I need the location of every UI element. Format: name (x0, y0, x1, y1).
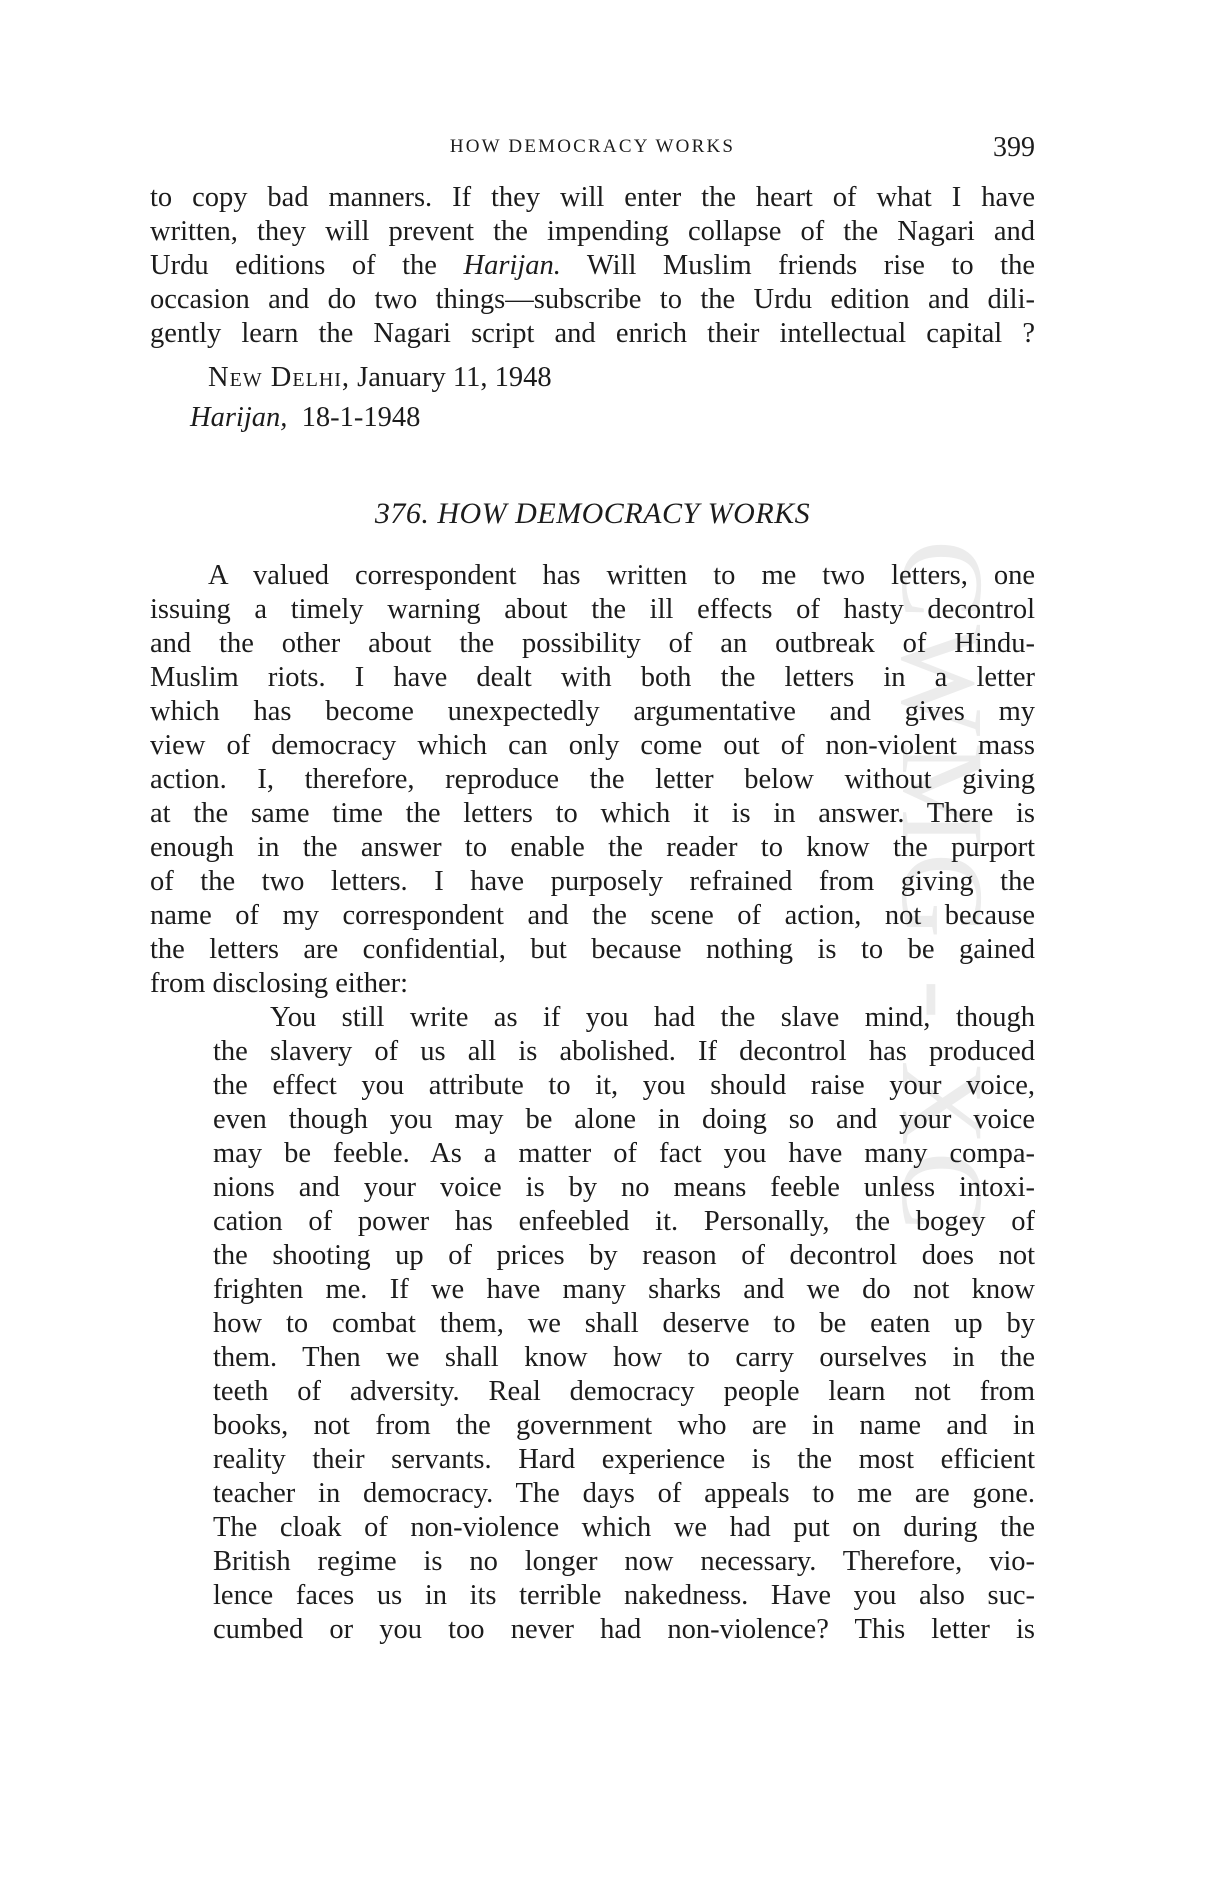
paragraph-line: and the other about the possibility of an outbreak of Hindu- (150, 628, 1035, 659)
continuation-line: to copy bad manners. If they will enter the heart of what I have (150, 182, 1035, 213)
quote-line: them. Then we shall know how to carry ourselves in the (213, 1342, 1035, 1373)
quote-line: even though you may be alone in doing so and your voice (213, 1104, 1035, 1135)
paragraph-line: at the same time the letters to which it is in answer. There is (150, 798, 1035, 829)
running-head-title: HOW DEMOCRACY WORKS (449, 136, 736, 157)
harijan-italic: Harijan. (463, 250, 561, 281)
paragraph-line: the letters are confidential, but because nothing is to be gained (150, 934, 1035, 965)
quote-line: teacher in democracy. The days of appeals to me are gone. (213, 1478, 1035, 1509)
paragraph-line: from disclosing either: (150, 968, 409, 999)
quote-line: how to combat them, we shall deserve to be eaten up by (213, 1308, 1035, 1339)
quote-line: the shooting up of prices by reason of decontrol does not (213, 1240, 1035, 1271)
continuation-line: written, they will prevent the impending collapse of the Nagari and (150, 216, 1035, 247)
paragraph-line: issuing a timely warning about the ill effects of hasty decontrol (150, 594, 1035, 625)
continuation-text: Will Muslim friends rise to the (560, 250, 1035, 281)
article-heading: 376. HOW DEMOCRACY WORKS (374, 497, 811, 530)
quote-line: cumbed or you too never had non-violence? This letter is (213, 1614, 1035, 1645)
quote-line: The cloak of non-violence which we had put on during the (213, 1512, 1035, 1543)
continuation-text: Urdu editions of the (150, 250, 464, 281)
dateline-place: New Delhi, (208, 362, 351, 393)
quote-line: lence faces us in its terrible nakedness. Have you also suc- (213, 1580, 1035, 1611)
continuation-line: gently learn the Nagari script and enrich their intellectual capital ? (150, 318, 1035, 349)
quote-line: teeth of adversity. Real democracy people learn not from (213, 1376, 1035, 1407)
quote-line: cation of power has enfeebled it. Personally, the bogey of (213, 1206, 1035, 1237)
source-date: 18-1-1948 (301, 402, 421, 433)
paragraph-line: Muslim riots. I have dealt with both the letters in a letter (150, 662, 1035, 693)
quote-line: You still write as if you had the slave mind, though (270, 1002, 1035, 1033)
page-number: 399 (993, 132, 1035, 163)
continuation-line (150, 249, 1035, 283)
quote-line: frighten me. If we have many sharks and we do not know (213, 1274, 1035, 1305)
source-citation (190, 401, 420, 435)
quote-line: may be feeble. As a matter of fact you have many compa- (213, 1138, 1035, 1169)
quote-line: nions and your voice is by no means feeble unless intoxi- (213, 1172, 1035, 1203)
dateline-date: January 11, 1948 (357, 362, 552, 393)
continuation-line: occasion and do two things—subscribe to the Urdu edition and dili- (150, 284, 1035, 315)
quote-line: books, not from the government who are in name and in (213, 1410, 1035, 1441)
quote-line: British regime is no longer now necessary. Therefore, vio- (213, 1546, 1035, 1577)
paragraph-line: of the two letters. I have purposely refrained from giving the (150, 866, 1035, 897)
watermark (877, 540, 1011, 1237)
paragraph-line: name of my correspondent and the scene of action, not because (150, 900, 1035, 931)
quote-line: the effect you attribute to it, you should raise your voice, (213, 1070, 1035, 1101)
source-publication: Harijan, (190, 402, 288, 433)
quote-line: reality their servants. Hard experience is the most efficient (213, 1444, 1035, 1475)
dateline (208, 361, 552, 395)
paragraph-line: which has become unexpectedly argumentative and gives my (150, 696, 1035, 727)
quote-line: the slavery of us all is abolished. If decontrol has produced (213, 1036, 1035, 1067)
watermark-text: CWMG - XC (877, 540, 1008, 1237)
running-head (150, 132, 1035, 162)
paragraph-line: enough in the answer to enable the reader to know the purport (150, 832, 1035, 863)
paragraph-line: action. I, therefore, reproduce the letter below without giving (150, 764, 1035, 795)
paragraph-line: A valued correspondent has written to me two letters, one (208, 560, 1035, 591)
paragraph-line: view of democracy which can only come out of non-violent mass (150, 730, 1035, 761)
